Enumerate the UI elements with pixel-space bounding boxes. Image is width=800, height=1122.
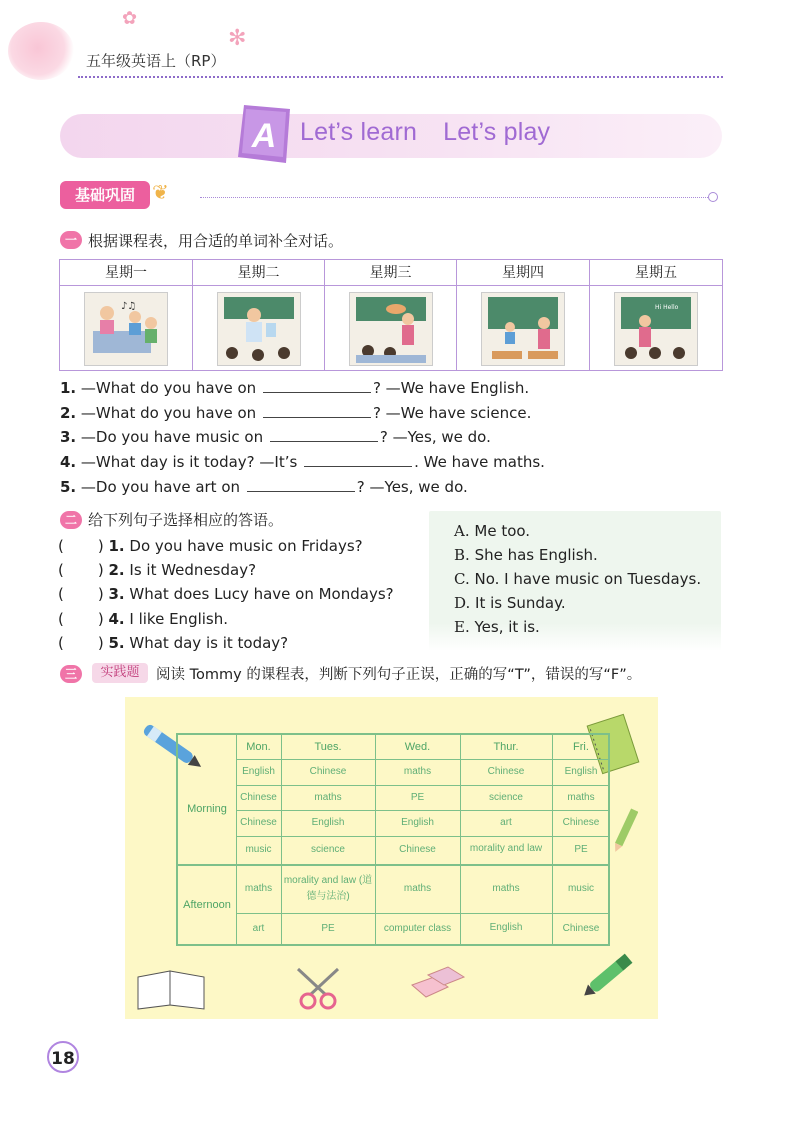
book-icon: ❦ [152,180,169,204]
match-item: ( ) 5. What day is it today? [58,634,289,652]
schedule-cell: Chinese [240,817,277,828]
day-picture-cell [60,286,193,370]
fountain-pen-icon [578,941,644,1005]
english-class-picture [614,292,698,366]
answer-blank[interactable] [263,380,371,393]
art-class-picture [349,292,433,366]
exercise-line: 3. —Do you have music on ? —Yes, we do. [60,428,491,446]
schedule-cell: PE [574,844,588,855]
flower-icon: ✻ [228,26,247,51]
science-class-picture [217,292,301,366]
schedule-cell: Chinese [562,923,600,934]
schedule-day-header: Thur. [493,741,519,753]
day-header: 星期二 [193,260,325,286]
afternoon-label: Afternoon [183,899,231,911]
schedule-cell: English [242,766,275,777]
schedule-day-header: Fri. [573,741,589,753]
svg-text:A: A [251,117,277,155]
schedule-cell: art [252,923,265,934]
schedule-cell: Chinese [399,844,436,855]
match-item: ( ) 2. Is it Wednesday? [58,561,257,579]
schedule-day-header: Tues. [314,741,342,753]
schedule-cell: maths [244,883,273,894]
schedule-cell: computer class [383,923,452,934]
svg-text:Hi Hello: Hi Hello [655,304,679,311]
schedule-cell: Chinese [309,766,347,777]
schedule-cell: science [311,844,345,855]
maths-class-picture [481,292,565,366]
page-number: 18 [47,1041,79,1073]
svg-text:♪♫: ♪♫ [121,301,137,312]
answer-blank[interactable] [304,454,412,467]
day-picture-cell [193,286,325,370]
match-item: ( ) 3. What does Lucy have on Mondays? [58,585,394,603]
schedule-cell: music [245,844,272,855]
schedule-cell: maths [492,883,520,894]
unit-badge [236,103,296,165]
schedule-cell: Chinese [240,792,277,803]
schedule-cell: PE [321,923,335,934]
day-header: 星期一 [60,260,193,286]
schedule-cell: Chinese [562,817,600,828]
header-decoration [8,22,74,80]
eraser-icon [408,963,468,1005]
answer-option: B. She has English. [454,546,598,564]
schedule-cell: art [500,817,512,828]
pencil-icon [612,806,638,856]
flower-icon: ✿ [122,8,138,29]
q1-instruction: 根据课程表，用合适的单词补全对话。 [88,232,344,250]
day-picture-cell [590,286,722,370]
unit-title [300,118,550,147]
unit-title-part1: Let’s learn [300,118,418,146]
question-marker: 三 [60,665,82,683]
match-item: ( ) 4. I like English. [58,610,229,628]
schedule-cell: music [567,883,595,894]
unit-title-part2: Let’s play [443,118,551,146]
schedule-cell: morality and law [469,843,543,854]
answer-option: A. Me too. [454,522,531,540]
header-divider [78,76,723,78]
question-marker: 二 [60,511,82,529]
morning-label: Morning [187,803,227,815]
answer-option: C. No. I have music on Tuesdays. [454,570,702,588]
schedule-cell: maths [567,792,595,803]
day-header: 星期三 [325,260,457,286]
weekday-table [59,259,723,371]
schedule-cell: maths [403,883,432,894]
answer-option: E. Yes, it is. [454,618,540,636]
q3-instruction: 阅读 Tommy 的课程表，判断下列句子正误，正确的写“T”，错误的写“F”。 [156,667,642,683]
schedule-cell: PE [410,792,425,803]
schedule-day-header: Wed. [404,741,431,753]
day-picture-cell [457,286,590,370]
tommy-schedule-table [176,733,610,946]
question-marker: 一 [60,231,82,249]
schedule-cell: maths [403,766,432,777]
schedule-cell: English [564,766,598,777]
divider-end-dot [708,192,718,202]
schedule-cell: English [401,817,434,828]
schedule-cell: Chinese [487,766,525,777]
answer-blank[interactable] [247,479,355,492]
open-book-icon [134,967,208,1011]
schedule-cell: English [489,922,523,933]
practice-tag: 实践题 [92,663,148,683]
book-title: 五年级英语上（RP） [86,52,226,70]
section-label: 基础巩固 [60,181,150,209]
exercise-line: 1. —What do you have on ? —We have English. [60,379,530,397]
exercise-line: 4. —What day is it today? —It’s . We have maths. [60,453,545,471]
day-picture-cell [325,286,457,370]
answer-blank[interactable] [270,429,378,442]
day-header: 星期五 [590,260,722,286]
answer-blank[interactable] [263,405,371,418]
exercise-line: 2. —What do you have on ? —We have science. [60,404,532,422]
schedule-cell: English [311,817,345,828]
scissors-icon [292,963,344,1011]
schedule-cell: morality and law (道德与法治) [283,875,373,902]
music-class-picture [84,292,168,366]
match-item: ( ) 1. Do you have music on Fridays? [58,537,363,555]
q2-instruction: 给下列句子选择相应的答语。 [88,511,284,529]
schedule-cell: science [489,792,523,803]
schedule-day-header: Mon. [246,741,271,753]
answer-option: D. It is Sunday. [454,594,566,612]
exercise-line: 5. —Do you have art on ? —Yes, we do. [60,478,468,496]
section-divider [200,197,708,198]
day-header: 星期四 [457,260,590,286]
schedule-cell: maths [314,792,342,803]
